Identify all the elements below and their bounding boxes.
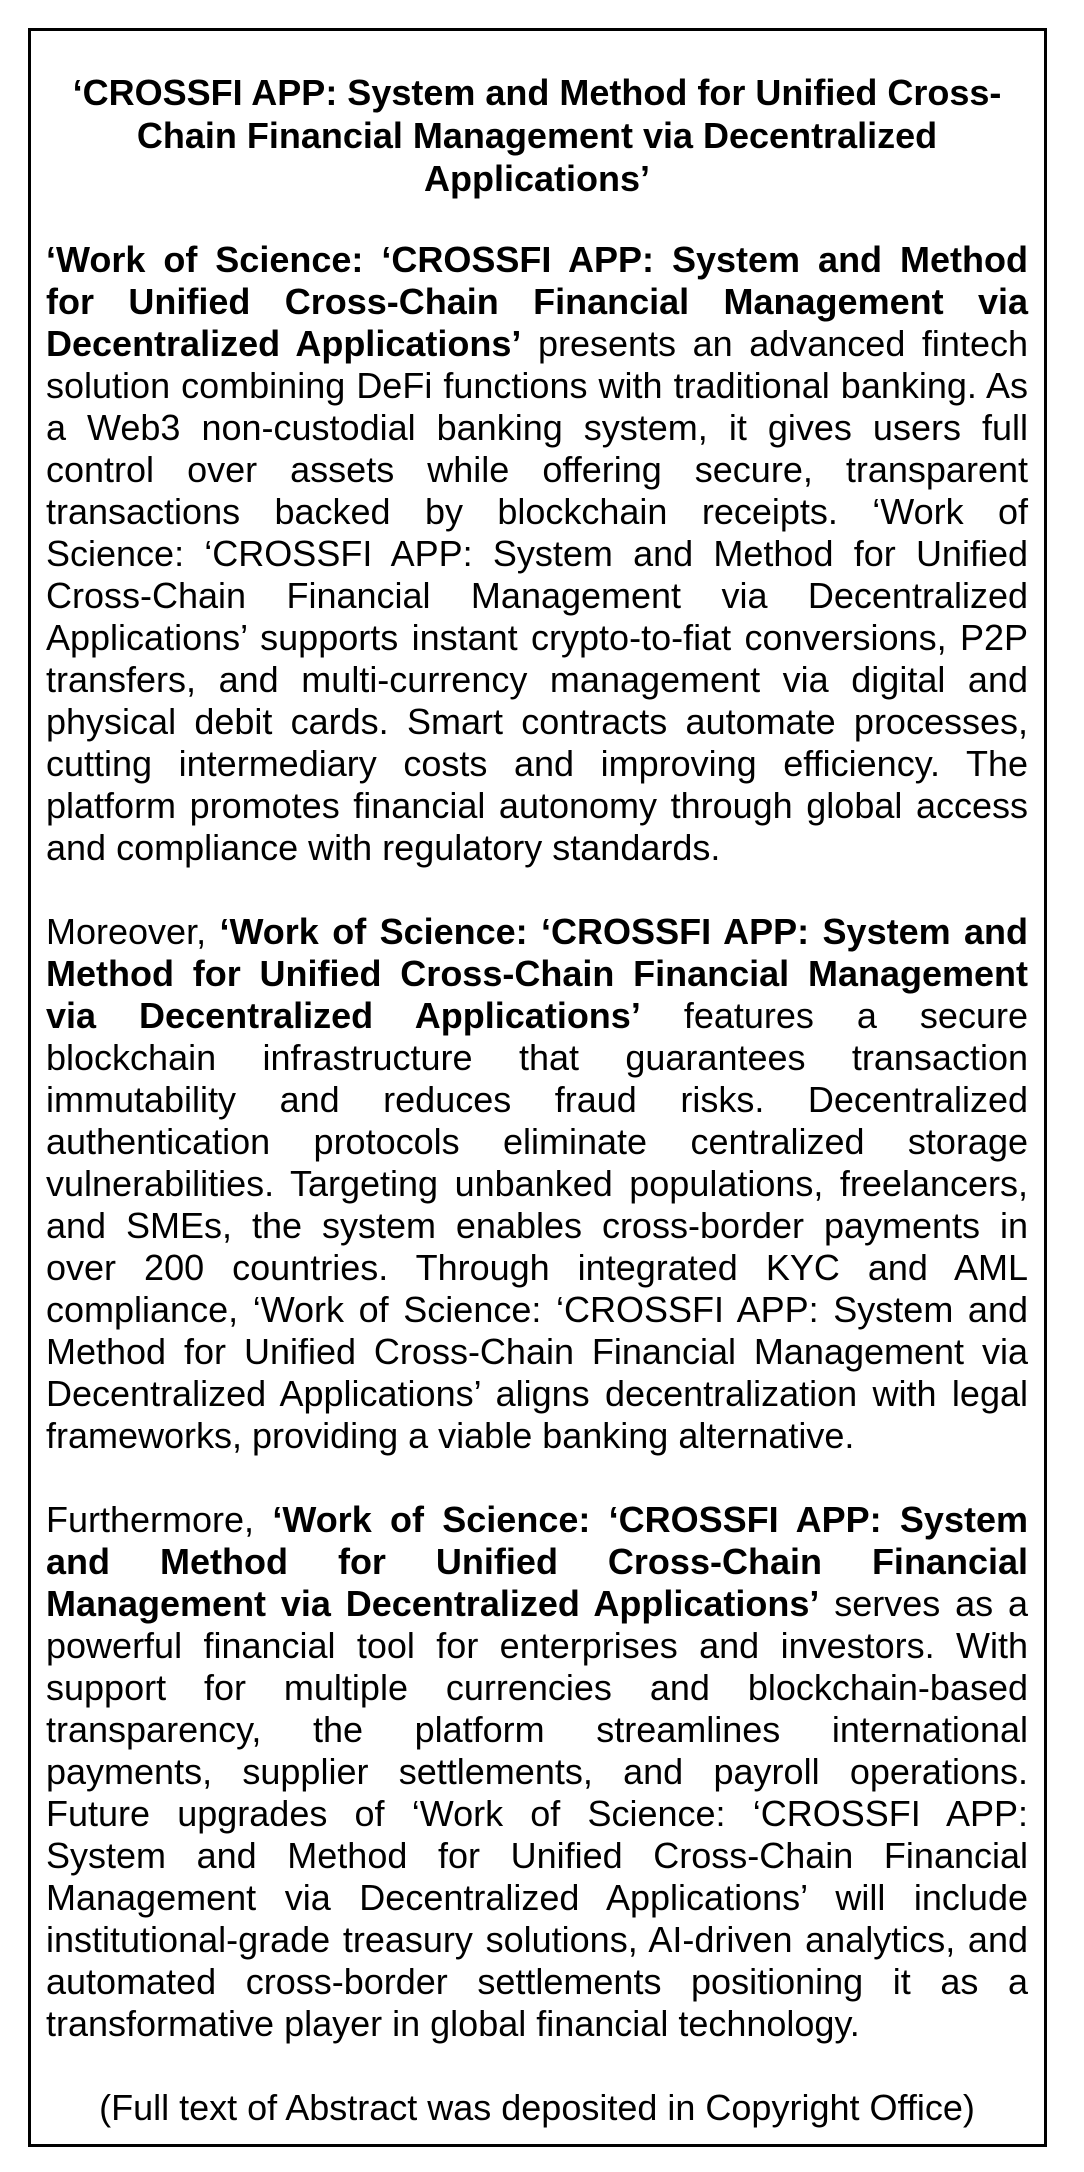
- abstract-paragraph-1: [46, 239, 1028, 869]
- page-title: ‘CROSSFI APP: System and Method for Unified Cross-Chain Financial Management via Decentralized Applications’: [72, 72, 1002, 199]
- paragraph-1-body: presents an advanced fintech solution combining DeFi functions with traditional banking. As a Web3 non-custodial banking system, it gives users full control over assets while offering secure, transparent transactions backed by blockchain receipts. ‘Work of Science: ‘CROSSFI APP: System and Method for Unified Cross-Chain Financial Management via Decentralized Applications’ supports instant crypto-to-fiat conversions, P2P transfers, and multi-currency management via digital and physical debit cards. Smart contracts automate processes, cutting intermediary costs and improving efficiency. The platform promotes financial autonomy through global access and compliance with regulatory standards.: [46, 323, 1028, 868]
- abstract-paragraph-2: [46, 911, 1028, 1457]
- page-border: [28, 28, 1047, 2147]
- copyright-deposit-note: (Full text of Abstract was deposited in Copyright Office): [99, 2087, 975, 2128]
- paragraph-2-prefix: Moreover,: [46, 911, 220, 952]
- paragraph-3-bold-phrase: ‘Work of Science: ‘CROSSFI APP: System and Method for Unified Cross-Chain Financial Management via Decentralized Applications’: [46, 1499, 1028, 1624]
- paragraph-2-body: features a secure blockchain infrastructure that guarantees transaction immutability and reduces fraud risks. Decentralized authentication protocols eliminate centralized storage vulnerabilities. Targeting unbanked populations, freelancers, and SMEs, the system enables cross-border payments in over 200 countries. Through integrated KYC and AML compliance, ‘Work of Science: ‘CROSSFI APP: System and Method for Unified Cross-Chain Financial Management via Decentralized Applications’ aligns decentralization with legal frameworks, providing a viable banking alternative.: [46, 995, 1028, 1456]
- paragraph-3-body: serves as a powerful financial tool for enterprises and investors. With support for multiple currencies and blockchain-based transparency, the platform streamlines international payments, supplier settlements, and payroll operations. Future upgrades of ‘Work of Science: ‘CROSSFI APP: System and Method for Unified Cross-Chain Financial Management via Decentralized Applications’ will include institutional-grade treasury solutions, AI-driven analytics, and automated cross-border settlements positioning it as a transformative player in global financial technology.: [46, 1583, 1028, 2044]
- paragraph-3-prefix: Furthermore,: [46, 1499, 273, 1540]
- paragraph-2-bold-phrase: ‘Work of Science: ‘CROSSFI APP: System and Method for Unified Cross-Chain Financial Management via Decentralized Applications’: [46, 911, 1028, 1036]
- paragraph-1-bold-phrase: ‘Work of Science: ‘CROSSFI APP: System and Method for Unified Cross-Chain Financial Management via Decentralized Applications’: [46, 239, 1028, 364]
- abstract-paragraph-3: [46, 1499, 1028, 2045]
